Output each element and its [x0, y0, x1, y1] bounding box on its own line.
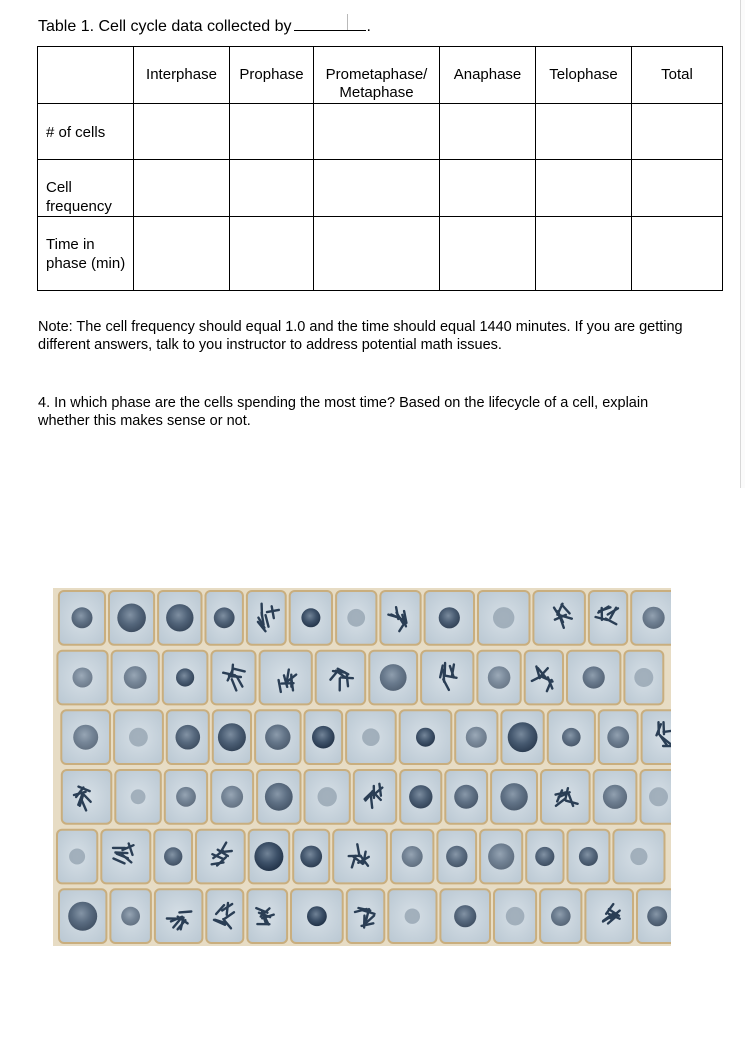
header-metaphase-line: Metaphase: [339, 84, 414, 101]
table-cell-input[interactable]: [440, 217, 536, 291]
micrograph-nucleus: [488, 666, 511, 689]
micrograph-nucleus: [439, 607, 460, 628]
table-cell-input[interactable]: [536, 217, 632, 291]
cell-cycle-table: [37, 46, 723, 291]
micrograph-nucleus: [409, 785, 432, 808]
page-edge-scrollbar: [740, 0, 745, 488]
table-cell-input[interactable]: [440, 160, 536, 217]
micrograph-nucleus: [647, 906, 667, 926]
table-header-row: [38, 47, 723, 104]
micrograph-cell: [211, 651, 255, 705]
text-cursor: [347, 14, 348, 30]
micrograph-nucleus: [124, 666, 147, 689]
micrograph-nucleus: [649, 787, 668, 806]
micrograph-nucleus: [454, 785, 478, 809]
micrograph-nucleus: [402, 846, 423, 867]
micrograph-nucleus: [265, 725, 290, 750]
micrograph-nucleus: [535, 847, 554, 866]
micrograph-nucleus: [300, 846, 322, 868]
micrograph-nucleus: [634, 668, 653, 687]
micrograph-nucleus: [562, 728, 581, 747]
micrograph-nucleus: [508, 722, 538, 752]
caption-period: .: [366, 18, 371, 35]
micrograph-cell: [206, 889, 243, 943]
micrograph-nucleus: [307, 906, 327, 926]
table-cell-input[interactable]: [230, 104, 314, 160]
micrograph-nucleus: [176, 668, 194, 686]
table-cell-input[interactable]: [230, 217, 314, 291]
row-label-cell-frequency: Cell frequency: [38, 160, 134, 217]
micrograph-nucleus: [166, 604, 193, 631]
micrograph-nucleus: [643, 607, 665, 629]
micrograph-nucleus: [579, 847, 598, 866]
micrograph-nucleus: [500, 783, 527, 810]
micrograph-nucleus: [176, 787, 196, 807]
table-row: [38, 217, 723, 291]
table-row: [38, 104, 723, 160]
header-telophase: Telophase: [536, 47, 632, 104]
table-cell-input[interactable]: [134, 160, 230, 217]
micrograph-nucleus: [466, 727, 487, 748]
micrograph-nucleus: [254, 842, 283, 871]
header-interphase: Interphase: [134, 47, 230, 104]
header-prometaphase-line: Prometaphase/: [325, 66, 428, 83]
row-label-number-of-cells: # of cells: [38, 104, 134, 160]
table-cell-input[interactable]: [632, 217, 723, 291]
table-cell-input[interactable]: [314, 217, 440, 291]
micrograph-nucleus: [362, 728, 380, 746]
table-cell-input[interactable]: [230, 160, 314, 217]
image-credit-line: [53, 946, 343, 954]
table-cell-input[interactable]: [536, 160, 632, 217]
table-cell-input[interactable]: [314, 104, 440, 160]
micrograph-nucleus: [493, 607, 514, 628]
micrograph-nucleus: [117, 604, 146, 633]
table-cell-input[interactable]: [632, 104, 723, 160]
table-caption: [38, 16, 371, 36]
micrograph-nucleus: [121, 907, 140, 926]
micrograph-cell: [589, 591, 627, 645]
micrograph-nucleus: [218, 723, 246, 751]
table-cell-input[interactable]: [440, 104, 536, 160]
micrograph-nucleus: [380, 664, 407, 691]
micrograph-nucleus: [69, 849, 85, 865]
row-label-time-in-phase: Time in phase (min): [38, 217, 134, 291]
micrograph-nucleus: [506, 907, 525, 926]
micrograph-nucleus: [583, 666, 605, 688]
micrograph-nucleus: [488, 843, 514, 869]
micrograph-nucleus: [416, 728, 435, 747]
micrograph-nucleus: [318, 787, 337, 806]
table-cell-input[interactable]: [134, 217, 230, 291]
micrograph-nucleus: [446, 846, 467, 867]
header-total: Total: [632, 47, 723, 104]
header-anaphase: Anaphase: [440, 47, 536, 104]
table-cell-input[interactable]: [134, 104, 230, 160]
micrograph-nucleus: [454, 905, 476, 927]
micrograph-nucleus: [265, 783, 293, 811]
micrograph-nucleus: [73, 725, 98, 750]
name-blank-field[interactable]: [294, 16, 366, 31]
micrograph-nucleus: [630, 848, 647, 865]
table-cell-input[interactable]: [536, 104, 632, 160]
micrograph-cell: [642, 710, 671, 764]
micrograph-nucleus: [129, 728, 148, 747]
onion-root-tip-micrograph: [53, 588, 671, 946]
micrograph-nucleus: [603, 785, 627, 809]
caption-text: Table 1. Cell cycle data collected by: [38, 18, 292, 35]
micrograph-nucleus: [131, 789, 146, 804]
micrograph-nucleus: [405, 909, 420, 924]
header-prophase: Prophase: [230, 47, 314, 104]
micrograph-cell: [421, 651, 473, 705]
micrograph-nucleus: [72, 607, 93, 628]
micrograph-nucleus: [164, 847, 182, 865]
question-4-text: 4. In which phase are the cells spending the most time? Based on the lifecycle of a cell, explain whether this makes sense or not.: [38, 395, 649, 429]
micrograph-nucleus: [607, 726, 629, 748]
note-text: Note: The cell frequency should equal 1.0 and the time should equal 1440 minutes. If you are getting different answers, talk to you instructor to address potential math issues.: [38, 319, 683, 353]
table-row: [38, 160, 723, 217]
table-cell-input[interactable]: [632, 160, 723, 217]
micrograph-nucleus: [68, 902, 97, 931]
micrograph-nucleus: [301, 608, 320, 627]
micrograph-nucleus: [551, 906, 571, 926]
micrograph-nucleus: [312, 726, 335, 749]
micrograph-nucleus: [176, 725, 201, 750]
table-cell-input[interactable]: [314, 160, 440, 217]
micrograph-nucleus: [73, 668, 93, 688]
micrograph-nucleus: [214, 607, 235, 628]
header-corner-cell: [38, 47, 134, 104]
micrograph-nucleus: [221, 786, 243, 808]
micrograph-nucleus: [347, 609, 365, 627]
header-prometaphase-metaphase: [314, 47, 440, 104]
